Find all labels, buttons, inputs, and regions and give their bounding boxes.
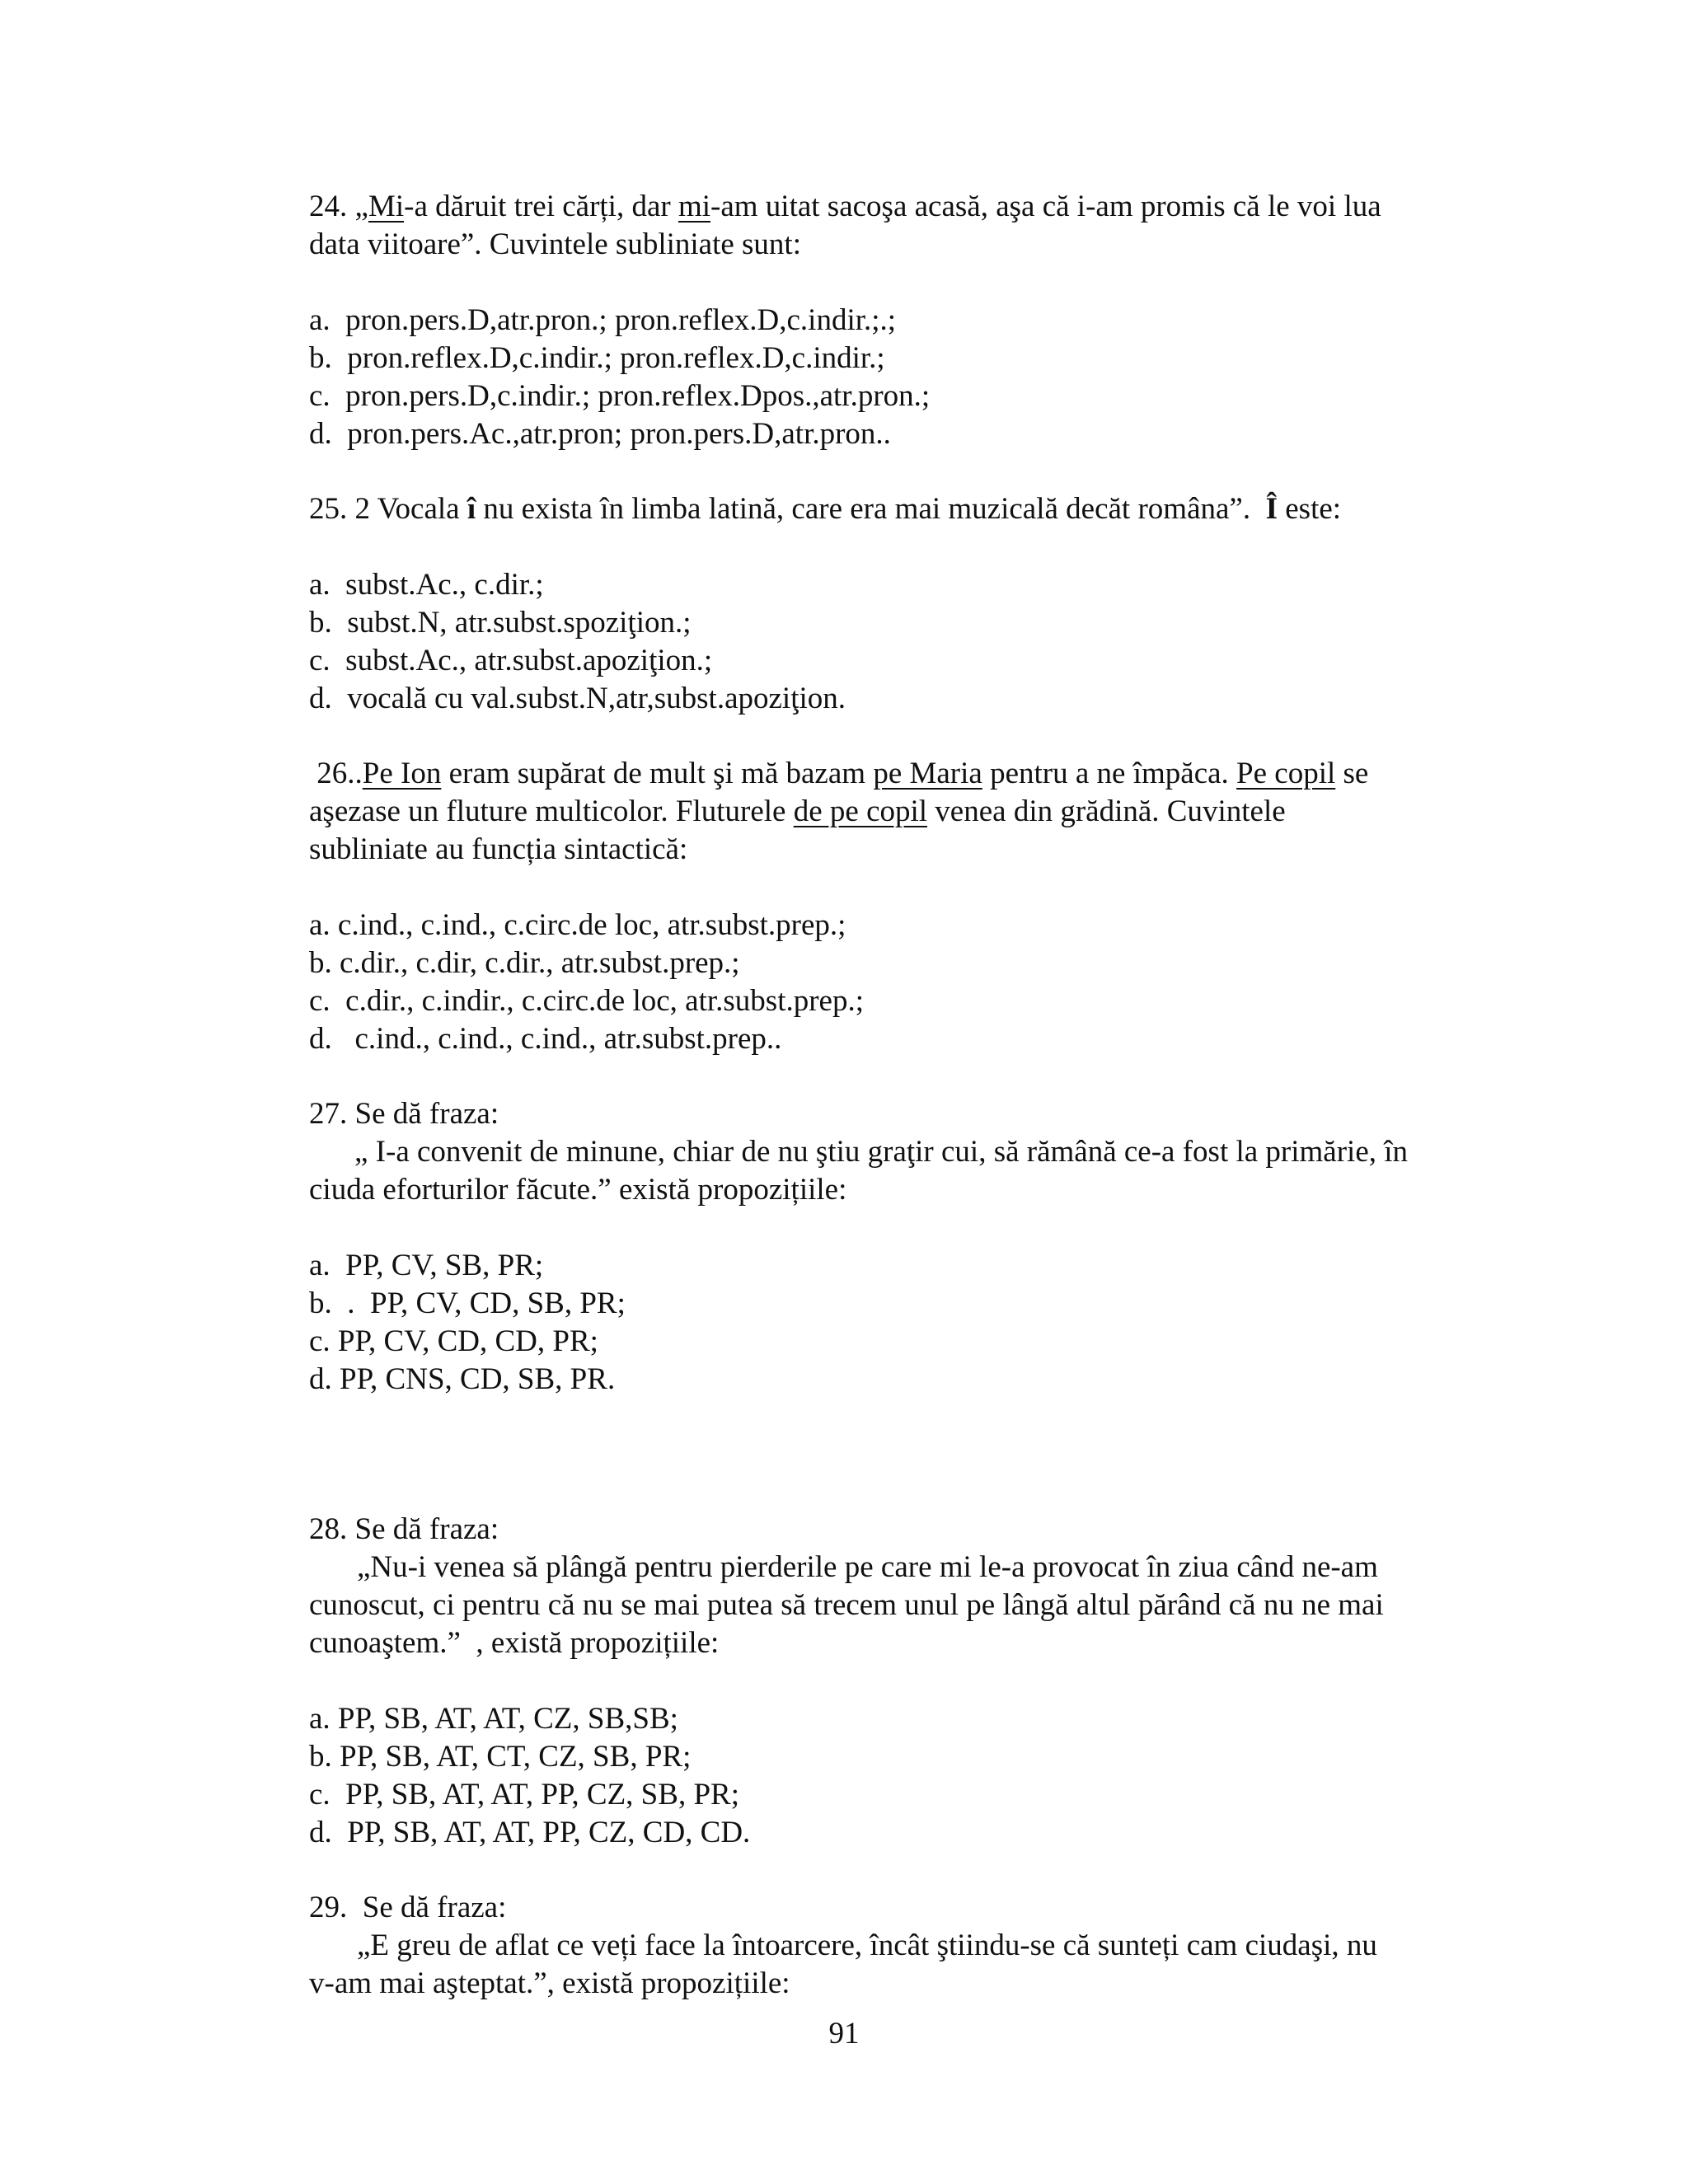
option-c: c. PP, CV, CD, CD, PR; (309, 1324, 598, 1358)
answer-options (309, 1700, 1479, 1852)
underlined-word: de pe copil (793, 794, 928, 828)
question-27-line-2: „ I-a convenit de minune, chiar de nu ştiu graţir cui, să rămână ce-a fost la primărie, în (354, 1135, 1409, 1169)
bold-letter: î (467, 492, 476, 526)
question-29 (309, 1889, 1479, 2003)
question-24-line-2: data viitoare”. Cuvintele subliniate sunt: (309, 227, 801, 261)
question-29-heading: 29. Se dă fraza: (309, 1891, 507, 1924)
page-number: 91 (828, 2017, 860, 2050)
text-segment: este: (1278, 492, 1342, 526)
option-c: c. PP, SB, AT, AT, PP, CZ, SB, PR; (309, 1778, 739, 1811)
answer-options (309, 302, 1479, 453)
question-26 (309, 755, 1479, 1058)
option-d: d. vocală cu val.subst.N,atr,subst.apoziţion. (309, 682, 846, 715)
document-page (309, 188, 1479, 2040)
question-27 (309, 1095, 1479, 1399)
question-28 (309, 1511, 1479, 1852)
option-a: a. PP, SB, AT, AT, CZ, SB,SB; (309, 1702, 678, 1736)
option-c: c. pron.pers.D,c.indir.; pron.reflex.Dpos.,atr.pron.; (309, 379, 931, 413)
underlined-word: mi (678, 190, 711, 223)
underlined-word: Pe Ion (362, 757, 442, 790)
question-29-line-3: v-am mai aşteptat.”, există propozițiile: (309, 1966, 790, 2000)
underlined-word: Pe copil (1236, 757, 1336, 790)
text-segment: eram supărat de mult şi mă bazam (441, 757, 874, 790)
text-segment: venea din grădină. Cuvintele (927, 794, 1286, 828)
text-segment: 24. „ (309, 190, 368, 223)
option-b: b. PP, SB, AT, CT, CZ, SB, PR; (309, 1740, 692, 1774)
option-d: d. PP, CNS, CD, SB, PR. (309, 1362, 616, 1396)
text-segment: -am uitat sacoşa acasă, aşa că i-am promis că le voi lua (710, 190, 1381, 223)
text-segment: -a dăruit trei cărți, dar (404, 190, 678, 223)
option-b: b. . PP, CV, CD, SB, PR; (309, 1286, 626, 1320)
text-segment: aşezase un fluture multicolor. Fluturele (309, 794, 794, 828)
question-29-line-2: „E greu de aflat ce veți face la întoarcere, încât ştiindu-se că sunteți cam ciudaşi, nu (357, 1929, 1377, 1962)
answer-options (309, 1247, 1479, 1399)
question-27-line-3: ciuda eforturilor făcute.” există propozițiile: (309, 1173, 847, 1207)
bold-letter: Î (1265, 492, 1278, 526)
question-25-line-1 (309, 490, 1479, 528)
option-c: c. subst.Ac., atr.subst.apoziţion.; (309, 644, 713, 677)
option-d: d. PP, SB, AT, AT, PP, CZ, CD, CD. (309, 1816, 751, 1849)
text-segment: 25. 2 Vocala (309, 492, 467, 526)
question-24 (309, 188, 1479, 453)
question-26-line-2 (309, 793, 1479, 831)
text-segment: pentru a ne împăca. (982, 757, 1237, 790)
option-d: d. pron.pers.Ac.,atr.pron; pron.pers.D,atr.pron.. (309, 417, 891, 451)
vertical-spacer (309, 1436, 1479, 1511)
question-25 (309, 490, 1479, 718)
question-26-line-3: subliniate au funcția sintactică: (309, 832, 688, 866)
option-a: a. PP, CV, SB, PR; (309, 1249, 544, 1282)
question-26-line-1 (309, 755, 1479, 793)
option-c: c. c.dir., c.indir., c.circ.de loc, atr.subst.prep.; (309, 984, 864, 1018)
text-segment: 26.. (309, 757, 363, 790)
question-27-heading: 27. Se dă fraza: (309, 1097, 499, 1131)
text-segment: se (1335, 757, 1369, 790)
underlined-word: Mi (368, 190, 405, 223)
question-28-heading: 28. Se dă fraza: (309, 1512, 499, 1546)
answer-options (309, 907, 1479, 1058)
question-28-line-2: „Nu-i venea să plângă pentru pierderile pe care mi le-a provocat în ziua când ne-am (357, 1550, 1378, 1584)
option-b: b. pron.reflex.D,c.indir.; pron.reflex.D,c.indir.; (309, 341, 885, 375)
option-d: d. c.ind., c.ind., c.ind., atr.subst.prep.. (309, 1022, 782, 1056)
option-a: a. pron.pers.D,atr.pron.; pron.reflex.D,c.indir.;.; (309, 303, 897, 337)
option-a: a. subst.Ac., c.dir.; (309, 568, 544, 602)
question-24-line-1 (309, 188, 1479, 226)
option-b: b. c.dir., c.dir, c.dir., atr.subst.prep.; (309, 946, 740, 980)
question-28-line-3: cunoscut, ci pentru că nu se mai putea să trecem unul pe lângă altul părând că nu ne mai (309, 1588, 1384, 1622)
text-segment: nu exista în limba latină, care era mai muzicală decăt româna”. (476, 492, 1266, 526)
question-28-line-4: cunoaştem.” , există propozițiile: (309, 1626, 720, 1660)
answer-options (309, 566, 1479, 718)
underlined-word: pe Maria (873, 757, 982, 790)
option-b: b. subst.N, atr.subst.spoziţion.; (309, 606, 692, 640)
option-a: a. c.ind., c.ind., c.circ.de loc, atr.subst.prep.; (309, 908, 846, 942)
